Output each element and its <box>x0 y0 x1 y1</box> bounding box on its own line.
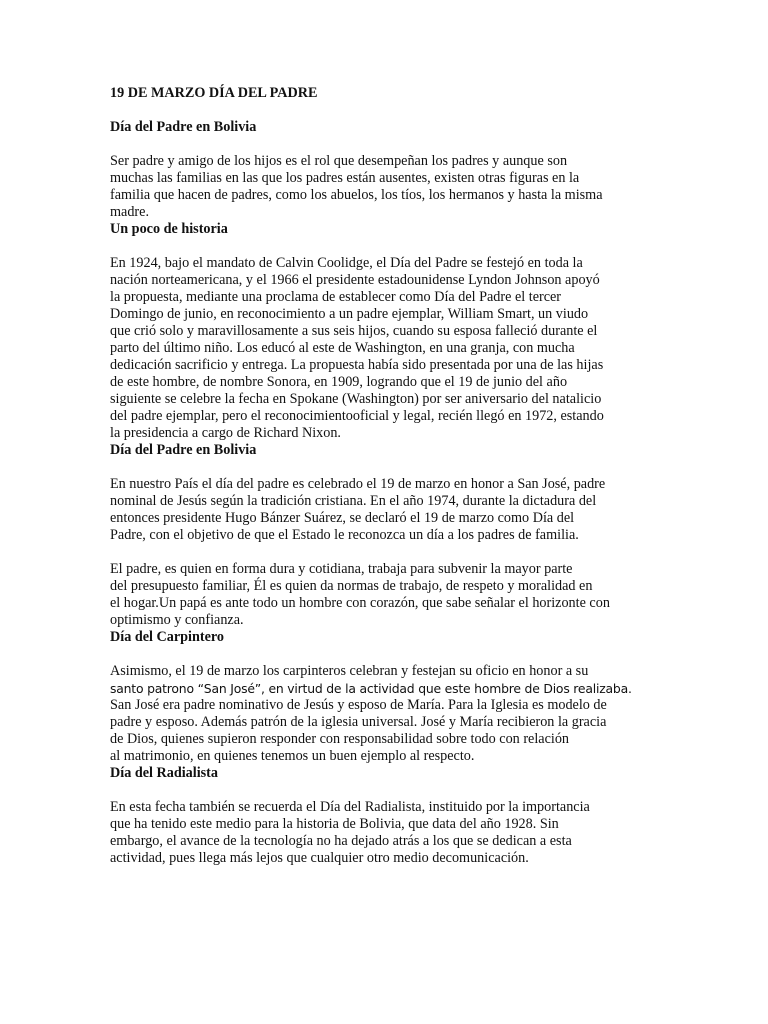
paragraph-line: familia que hacen de padres, como los abuelos, los tíos, los hermanos y hasta la misma <box>110 187 603 203</box>
paragraph-line: nación norteamericana, y el 1966 el presidente estadounidense Lyndon Johnson apoyó <box>110 272 600 288</box>
paragraph-line: al matrimonio, en quienes tenemos un buen ejemplo al respecto. <box>110 748 475 764</box>
paragraph-line: entonces presidente Hugo Bánzer Suárez, se declaró el 19 de marzo como Día del <box>110 510 575 526</box>
section-heading: Un poco de historia <box>110 221 228 237</box>
section-paragraph <box>110 799 665 867</box>
paragraph-line: Domingo de junio, en reconocimiento a un padre ejemplar, William Smart, un viudo <box>110 306 589 322</box>
paragraph-line: la propuesta, mediante una proclama de establecer como Día del Padre el tercer <box>110 289 562 305</box>
section-paragraph <box>110 255 665 442</box>
paragraph-line: del presupuesto familiar, Él es quien da normas de trabajo, de respeto y moralidad en <box>110 578 593 594</box>
paragraph-line: Ser padre y amigo de los hijos es el rol que desempeñan los padres y aunque son <box>110 153 568 169</box>
document-page <box>110 85 665 867</box>
paragraph-line: que crió solo y maravillosamente a sus seis hijos, cuando su esposa falleció durante el <box>110 323 598 339</box>
paragraph-line: muchas las familias en las que los padres están ausentes, existen otras figuras en la <box>110 170 580 186</box>
paragraph-line: padre y esposo. Además patrón de la iglesia universal. José y María recibieron la gracia <box>110 714 607 730</box>
section-paragraph <box>110 663 665 765</box>
section-heading: Día del Carpintero <box>110 629 225 645</box>
section-paragraph <box>110 153 665 221</box>
paragraph-line: de Dios, quienes supieron responder con responsabilidad sobre todo con relación <box>110 731 570 747</box>
paragraph-line: Padre, con el objetivo de que el Estado le reconozca un día a los padres de familia. <box>110 527 579 543</box>
paragraph-line: En 1924, bajo el mandato de Calvin Coolidge, el Día del Padre se festejó en toda la <box>110 255 583 271</box>
paragraph-line: San José era padre nominativo de Jesús y esposo de María. Para la Iglesia es modelo de <box>110 697 607 713</box>
paragraph-line: dedicación sacrificio y entrega. La propuesta había sido presentada por una de las hijas <box>110 357 604 373</box>
paragraph-line: parto del último niño. Los educó al este de Washington, en una granja, con mucha <box>110 340 575 356</box>
paragraph-line: El padre, es quien en forma dura y cotidiana, trabaja para subvenir la mayor parte <box>110 561 573 577</box>
paragraph-line: En esta fecha también se recuerda el Día del Radialista, instituido por la importancia <box>110 799 590 815</box>
paragraph-line: siguiente se celebre la fecha en Spokane (Washington) por ser aniversario del natalicio <box>110 391 602 407</box>
paragraph-line: que ha tenido este medio para la historia de Bolivia, que data del año 1928. Sin <box>110 816 559 832</box>
paragraph-line: santo patrono “San José”, en virtud de la actividad que este hombre de Dios realizaba. <box>110 681 632 696</box>
paragraph-line: actividad, pues llega más lejos que cualquier otro medio decomunicación. <box>110 850 529 866</box>
section-heading: Día del Radialista <box>110 765 218 781</box>
section-paragraph <box>110 476 665 544</box>
section-paragraph <box>110 561 665 629</box>
section-heading: Día del Padre en Bolivia <box>110 442 257 458</box>
document-title: 19 DE MARZO DÍA DEL PADRE <box>110 85 318 101</box>
section-heading: Día del Padre en Bolivia <box>110 119 257 135</box>
paragraph-line: madre. <box>110 204 149 220</box>
paragraph-line: el hogar.Un papá es ante todo un hombre con corazón, que sabe señalar el horizonte con <box>110 595 610 611</box>
paragraph-line: la presidencia a cargo de Richard Nixon. <box>110 425 341 441</box>
paragraph-line: del padre ejemplar, pero el reconocimientooficial y legal, recién llegó en 1972, estando <box>110 408 604 424</box>
paragraph-line: Asimismo, el 19 de marzo los carpinteros celebran y festejan su oficio en honor a su <box>110 663 589 679</box>
paragraph-line: nominal de Jesús según la tradición cristiana. En el año 1974, durante la dictadura del <box>110 493 597 509</box>
paragraph-line: de este hombre, de nombre Sonora, en 1909, logrando que el 19 de junio del año <box>110 374 568 390</box>
paragraph-line: embargo, el avance de la tecnología no ha dejado atrás a los que se dedican a esta <box>110 833 572 849</box>
paragraph-line: En nuestro País el día del padre es celebrado el 19 de marzo en honor a San José, padre <box>110 476 606 492</box>
paragraph-line: optimismo y confianza. <box>110 612 244 628</box>
